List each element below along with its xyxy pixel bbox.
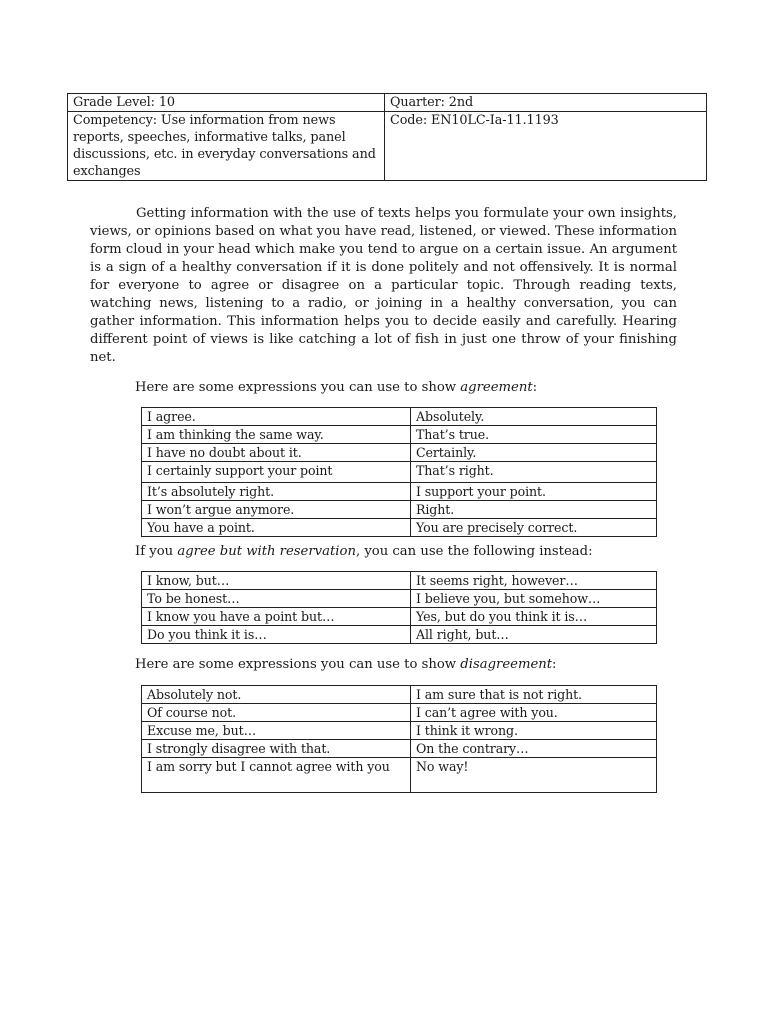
table-cell: All right, but… (411, 626, 657, 644)
table-cell: I believe you, but somehow… (411, 590, 657, 608)
agreement-lead (135, 379, 537, 397)
reservation-table (141, 571, 657, 644)
table-cell: I agree. (142, 408, 411, 426)
agreement-table (141, 407, 657, 537)
table-row (142, 686, 657, 704)
table-row (142, 444, 657, 462)
table-cell: I certainly support your point (142, 462, 411, 483)
reservation-lead (135, 543, 593, 561)
table-cell: I have no doubt about it. (142, 444, 411, 462)
table-cell: You have a point. (142, 519, 411, 537)
agreement-lead-emphasis: agreement (460, 380, 533, 395)
agreement-lead-text: Here are some expressions you can use to show (135, 380, 461, 395)
table-cell: Right. (411, 501, 657, 519)
table-cell: Absolutely not. (142, 686, 411, 704)
code-cell: Code: EN10LC-Ia-11.1193 (385, 112, 707, 181)
table-cell: I am thinking the same way. (142, 426, 411, 444)
table-row (142, 462, 657, 483)
table-cell: I won’t argue anymore. (142, 501, 411, 519)
table-cell: You are precisely correct. (411, 519, 657, 537)
disagreement-table (141, 685, 657, 793)
table-cell: No way! (411, 758, 657, 793)
table-cell: I support your point. (411, 483, 657, 501)
table-row (142, 740, 657, 758)
table-cell: Of course not. (142, 704, 411, 722)
disagreement-lead-emphasis: disagreement (460, 657, 553, 672)
table-cell: It’s absolutely right. (142, 483, 411, 501)
table-cell: I think it wrong. (411, 722, 657, 740)
table-row (142, 501, 657, 519)
table-cell: That’s right. (411, 462, 657, 483)
table-row (142, 722, 657, 740)
table-row (142, 519, 657, 537)
lesson-header-table (67, 93, 707, 181)
table-cell: To be honest… (142, 590, 411, 608)
table-cell: Certainly. (411, 444, 657, 462)
table-cell: Yes, but do you think it is… (411, 608, 657, 626)
table-cell: I am sorry but I cannot agree with you (142, 758, 411, 793)
table-cell: On the contrary… (411, 740, 657, 758)
quarter-cell: Quarter: 2nd (385, 94, 707, 112)
disagreement-lead-end: : (552, 657, 557, 672)
table-cell: I can’t agree with you. (411, 704, 657, 722)
table-row (142, 590, 657, 608)
grade-level-cell: Grade Level: 10 (68, 94, 385, 112)
competency-cell: Competency: Use information from news reports, speeches, informative talks, panel discussions, etc. in everyday conversations and exchanges (68, 112, 385, 181)
table-cell: I know, but… (142, 572, 411, 590)
table-row (142, 426, 657, 444)
table-row (142, 572, 657, 590)
table-row (142, 408, 657, 426)
table-row (142, 704, 657, 722)
reservation-lead-end: , you can use the following instead: (355, 544, 593, 559)
table-cell: I am sure that is not right. (411, 686, 657, 704)
table-cell: Absolutely. (411, 408, 657, 426)
table-cell: I know you have a point but… (142, 608, 411, 626)
reservation-lead-text: If you (135, 544, 178, 559)
table-cell: Do you think it is… (142, 626, 411, 644)
table-cell: I strongly disagree with that. (142, 740, 411, 758)
table-row (142, 758, 657, 793)
table-row (142, 626, 657, 644)
reservation-lead-emphasis: agree but with reservation (177, 544, 356, 559)
disagreement-lead (135, 656, 557, 674)
table-row (142, 608, 657, 626)
table-row (142, 483, 657, 501)
agreement-lead-end: : (532, 380, 538, 395)
table-cell: It seems right, however… (411, 572, 657, 590)
table-cell: That’s true. (411, 426, 657, 444)
disagreement-lead-text: Here are some expressions you can use to show (135, 657, 461, 672)
intro-paragraph: Getting information with the use of texts helps you formulate your own insights, views, or opinions based on what you have read, listened, or viewed. These information form cloud in your head which make you tend to argue on a certain issue. An argument is a sign of a healthy conversation if it is done politely and not offensively. It is normal for everyone to agree or disagree on a particular topic. Through reading texts, watching news, listening to a radio, or joining in a healthy conversation, you can gather information. This information helps you to decide easily and carefully. Hearing different point of views is like catching a lot of fish in just one throw of your finishing net. (90, 206, 677, 365)
table-cell: Excuse me, but… (142, 722, 411, 740)
